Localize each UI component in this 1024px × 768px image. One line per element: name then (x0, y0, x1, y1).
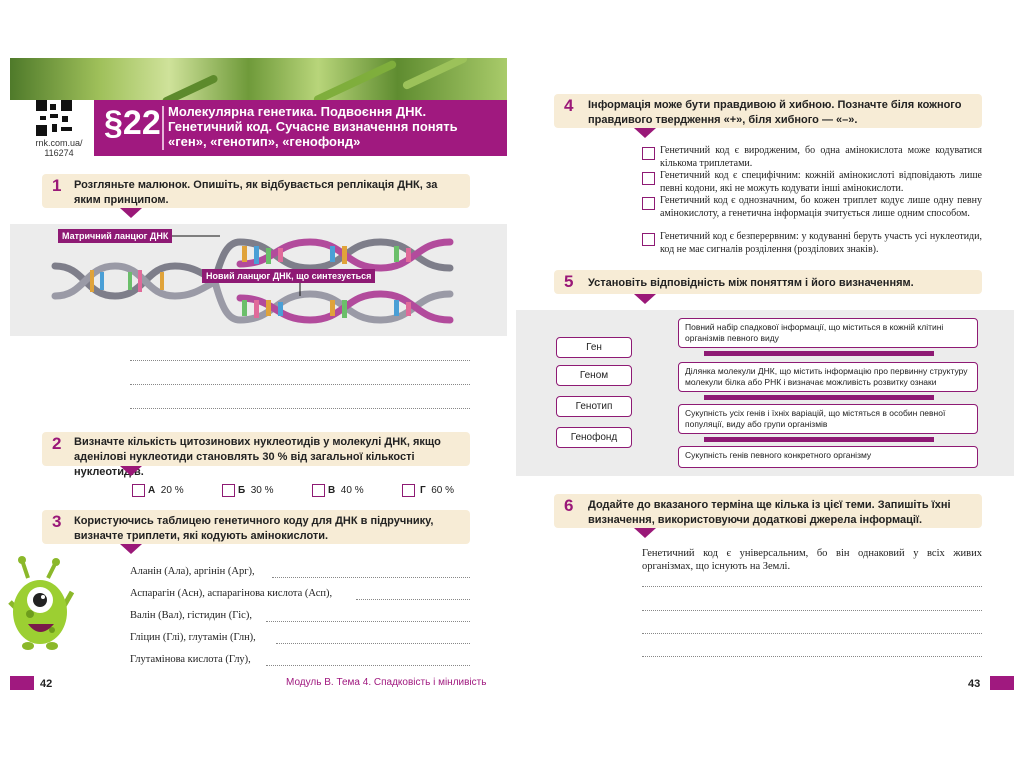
task-6-number: 6 (564, 496, 574, 515)
qr-code[interactable] (36, 100, 72, 136)
term-gene[interactable]: Ген (556, 337, 632, 358)
answer-line[interactable] (356, 599, 470, 600)
statement-1-checkbox[interactable] (642, 147, 655, 160)
task-5-marker (634, 294, 656, 304)
option-c: В 40 % (328, 485, 364, 496)
term-genotype[interactable]: Генотип (556, 396, 632, 417)
statement-3: Генетичний код є однозначним, бо кожен триплет кодує лише одну певну амінокислоту, а генетична інформація зчитується лише одним способом. (660, 195, 982, 219)
task-1-marker (120, 208, 142, 218)
page-number-left: 42 (40, 678, 53, 690)
definition-connector (704, 351, 934, 356)
answer-line[interactable] (642, 586, 982, 587)
task-2-text: Визначте кількість цитозинових нуклеотидів у молекулі ДНК, якщо аденілові нуклеотиди становлять 30 % від загальної кількості нуклеотидів. (74, 436, 441, 478)
definition-2[interactable]: Ділянка молекули ДНК, що містить інформацію про первинну структуру молекули білка або РНК і визначає можливість розвитку ознаки (678, 362, 978, 392)
answer-line[interactable] (272, 577, 470, 578)
monster-mascot-icon (8, 556, 74, 656)
option-a-checkbox[interactable] (132, 484, 145, 497)
statement-4-checkbox[interactable] (642, 233, 655, 246)
qr-url: rnk.com.ua/ 116274 (35, 138, 83, 158)
option-d-checkbox[interactable] (402, 484, 415, 497)
statement-2: Генетичний код є специфічним: кожній амінокислоті відповідають лише певні кодони, які не можуть кодувати інші амінокислоти. (660, 170, 982, 194)
task-4-marker (634, 128, 656, 138)
definition-connector (704, 437, 934, 442)
statement-3-checkbox[interactable] (642, 197, 655, 210)
page-number-right: 43 (968, 678, 981, 690)
task-3-marker (120, 544, 142, 554)
amino-line-5: Глутамінова кислота (Глу), (130, 654, 251, 665)
footer-marker-right (990, 676, 1014, 690)
task-3-number: 3 (52, 512, 62, 531)
footer-title: Модуль В. Тема 4. Спадковість і мінливість (286, 677, 487, 688)
answer-line[interactable] (130, 408, 470, 409)
paragraph-number: §22 (104, 104, 161, 142)
answer-line[interactable] (642, 610, 982, 611)
task-1-text: Розгляньте малюнок. Опишіть, як відбувається реплікація ДНК, за яким принципом. (74, 179, 438, 206)
definition-4[interactable]: Сукупність генів певного конкретного організму (678, 446, 978, 468)
option-d: Г 60 % (420, 485, 455, 496)
term-genome[interactable]: Геном (556, 365, 632, 386)
task-4-number: 4 (564, 96, 574, 115)
task-2-number: 2 (52, 434, 62, 453)
task-2-marker (120, 466, 142, 476)
task-6-text: Додайте до вказаного терміна ще кілька із цієї теми. Запишіть їхні визначення, використовуючи додаткові джерела інформації. (588, 499, 951, 526)
answer-line[interactable] (130, 360, 470, 361)
task-6-answer: Генетичний код є універсальним, бо він однаковий у всіх живих організмах, що існують на Землі. (642, 548, 982, 572)
statement-2-checkbox[interactable] (642, 172, 655, 185)
option-a: А 20 % (148, 485, 184, 496)
answer-line[interactable] (266, 665, 470, 666)
answer-line[interactable] (642, 633, 982, 634)
amino-line-3: Валін (Вал), гістидин (Гіс), (130, 610, 252, 621)
definition-connector (704, 395, 934, 400)
label-new-strand: Новий ланцюг ДНК, що синтезується (202, 269, 375, 283)
definition-3[interactable]: Сукупність усіх генів і їхніх варіацій, що містяться в особин певної популяції, виду або групи організмів (678, 404, 978, 434)
task-3-text: Користуючись таблицею генетичного коду для ДНК в підручнику, визначте триплети, які кодують амінокислоти. (74, 515, 434, 542)
task-5-text: Установіть відповідність між поняттям і його визначенням. (588, 277, 914, 289)
task-6-marker (634, 528, 656, 538)
answer-line[interactable] (276, 643, 470, 644)
answer-line[interactable] (266, 621, 470, 622)
amino-line-2: Аспарагін (Асн), аспарагінова кислота (Асп), (130, 588, 333, 599)
task-5-number: 5 (564, 272, 574, 291)
option-c-checkbox[interactable] (312, 484, 325, 497)
answer-line[interactable] (642, 656, 982, 657)
amino-line-4: Гліцин (Глі), глутамін (Глн), (130, 632, 256, 643)
page-title: Молекулярна генетика. Подвоєння ДНК. Генетичний код. Сучасне визначення понять «ген», «генотип», «генофонд» (168, 104, 458, 149)
option-b-checkbox[interactable] (222, 484, 235, 497)
answer-line[interactable] (130, 384, 470, 385)
footer-marker-left (10, 676, 34, 690)
definition-1[interactable]: Повний набір спадкової інформації, що міститься в кожній клітині організмів певного виду (678, 318, 978, 348)
option-b: Б 30 % (238, 485, 274, 496)
statement-1: Генетичний код є виродженим, бо одна амінокислота може кодуватися кількома триплетами. (660, 145, 982, 169)
task-1-number: 1 (52, 176, 62, 195)
task-4-text: Інформація може бути правдивою й хибною. Позначте біля кожного правдивого твердження «+», біля хибного — «–». (588, 99, 962, 126)
statement-4: Генетичний код є безперервним: у кодуванні беруть участь усі нуклеотиди, код не має сигналів розділення (розділових знаків). (660, 231, 982, 255)
label-matrix-strand: Матричний ланцюг ДНК (58, 229, 172, 243)
amino-line-1: Аланін (Ала), аргінін (Арг), (130, 566, 255, 577)
term-gene-pool[interactable]: Генофонд (556, 427, 632, 448)
